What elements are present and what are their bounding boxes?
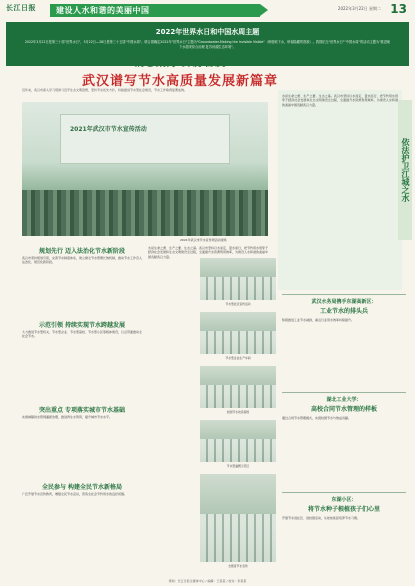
right-section-text-1: 积极推进工业节水减排，重点行业用水效率持续提升。 — [282, 318, 355, 322]
right-section-head-2: 湖北工业大学： — [326, 397, 362, 403]
headline-lede: 近年来，武汉市深入学习贯彻习近平生态文明思想，坚持节水优先方针，持续推进节水型社会建设，节水工作取得显著成效。 — [22, 88, 188, 92]
vertical-title: 依法护卫江城之水 — [398, 100, 412, 240]
section-head-3: 突出重点 专项落实城市节水基础 — [38, 407, 126, 414]
section-text-1: 武汉市坚持规划引领，完善节水制度体系，建立健全节水管理长效机制，推动节水工作迈入法治化、规范化新阶段。 — [22, 256, 142, 265]
section-text-4: 广泛开展节水宣传教育，增强全民节水意识，营造全社会节约用水的良好氛围。 — [22, 492, 128, 496]
theme-text: 2022年3月22日是第三十届"世界水日"，3月22日—28日是第三十五届"中国水周"。联合国确定2022年"世界水日"主题为"Groundwater-Making the Invisible Visible"（珍惜地下水，珍视隐藏的资源）。我国纪念"世界水日""中国水周"的活动主题为"推进地下水超采综合治理 复苏河湖生态环境"。 — [24, 40, 391, 49]
main-photo-caption: 2021年武汉市节水宣传周活动现场 — [180, 238, 227, 242]
section-banner: 建设人水和谐的美丽中国 — [50, 4, 260, 17]
photo-stage-text: 2021年武汉市节水宣传活动 — [70, 126, 147, 133]
page-number: 13 — [390, 2, 407, 16]
photo-4-detail — [200, 439, 276, 462]
photo-2-detail — [200, 331, 276, 354]
newspaper-logo: 长江日报 — [6, 4, 36, 12]
right-section-sub-1: 工业节水的排头兵 — [319, 308, 368, 315]
photo-stage-backdrop — [60, 114, 230, 164]
right-divider-2 — [282, 392, 406, 393]
photo-4 — [200, 420, 276, 462]
headline-subtitle: 凝心聚力 踔厉奋发 — [133, 58, 227, 69]
right-divider-1 — [282, 294, 406, 295]
headline-title: 武汉谱写节水高质量发展新篇章 — [81, 74, 278, 89]
page-footer: 策划：长江日报全媒体中心 / 编辑：王某某 / 校对：李某某 — [168, 579, 247, 583]
photo-4-caption: 节水型灌溉示范区 — [226, 464, 250, 468]
theme-title: 2022年世界水日和中国水周主题 — [155, 28, 260, 36]
main-photo — [22, 102, 268, 236]
section-text-2: 大力推进节水型机关、节水型企业、节水型高校、节水型小区等载体建设，以点带面推动全社会节水。 — [22, 330, 142, 339]
photo-5 — [200, 474, 276, 562]
section-head-1: 规划先行 迈入法治化节水新阶段 — [38, 248, 126, 255]
photo-1-caption: 节水型社区宣传活动 — [225, 302, 251, 306]
photo-crowd — [22, 190, 268, 236]
issue-date: 2022年3月22日 星期二 — [337, 6, 381, 11]
right-section-text-3: 开展节水进社区、进校园活动，从娃娃抓起培养节水习惯。 — [282, 516, 361, 520]
photo-3-detail — [200, 385, 276, 408]
side-column: 水是生命之源、生产之要、生态之基。武汉市坚持以水而定、量水而行，把节约用水贯穿于经济社会发展和生态文明建设全过程，全面提升水资源利用效率，为建设人水和谐的美丽中国贡献武汉力量。 — [278, 90, 402, 290]
photo-3-caption: 校园节水改造现场 — [226, 410, 250, 414]
section-head-2: 示范引领 持续实现节水跨越发展 — [38, 322, 126, 329]
right-section-head-3: 东湖小区： — [331, 497, 357, 503]
right-section-sub-3: 将节水种子根植孩子们心里 — [307, 506, 380, 513]
banner-arrow-icon — [260, 4, 268, 16]
masthead — [0, 0, 415, 20]
photo-2-caption: 节水型企业生产车间 — [225, 356, 251, 360]
photo-1-detail — [200, 277, 276, 300]
section-text-3: 实施城镇供水管网漏损治理，推进再生水利用，提升城市节水水平。 — [22, 415, 113, 419]
photo-3 — [200, 366, 276, 408]
right-section-head-1: 武汉水务局携手东湖高新区： — [311, 299, 377, 305]
photo-5-detail — [200, 514, 276, 562]
right-section-text-2: 通过合同节水管理模式，实现校园节水与效益双赢。 — [282, 416, 352, 420]
photo-5-caption: 志愿者节水宣传 — [228, 564, 248, 568]
right-section-sub-2: 高校合同节水管理的样板 — [310, 406, 377, 413]
photo-2 — [200, 312, 276, 354]
middle-column-text: 水是生命之源、生产之要、生态之基。武汉市坚持以水而定、量水而行，把节约用水贯穿于经济社会发展和生态文明建设全过程，全面提升水资源利用效率，为建设人水和谐的美丽中国贡献武汉力量。 — [148, 246, 268, 259]
right-divider-3 — [282, 492, 406, 493]
photo-1 — [200, 258, 276, 300]
section-head-4: 全民参与 构建全民节水新格局 — [41, 484, 123, 491]
